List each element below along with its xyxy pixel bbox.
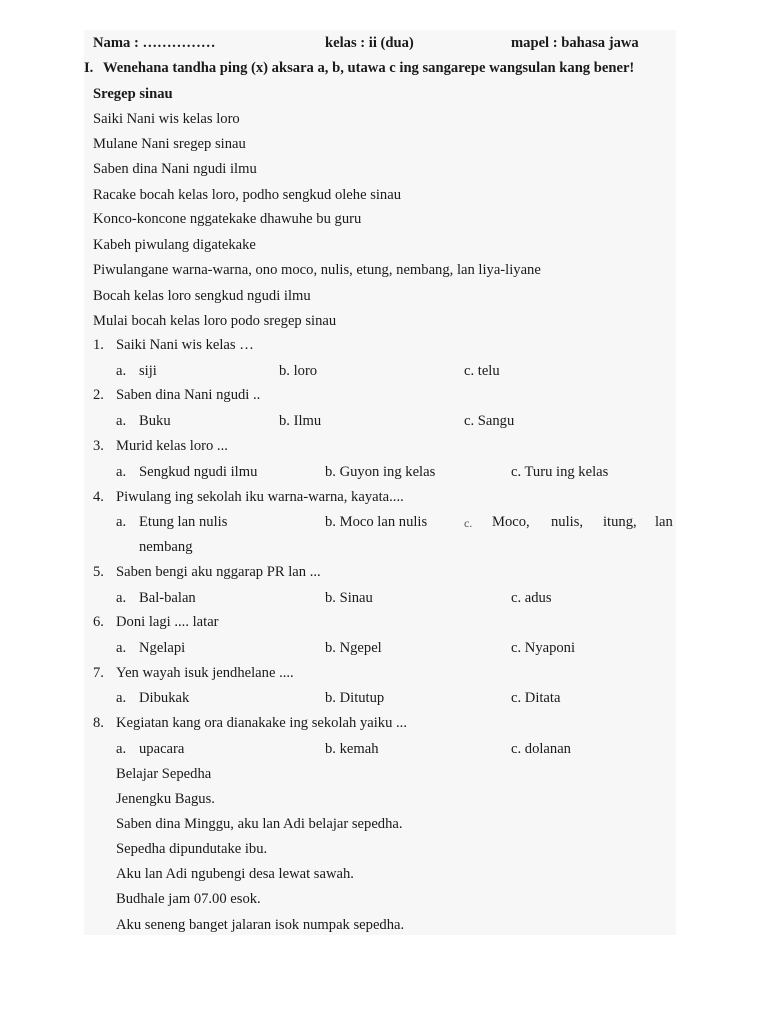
section-instruction: Wenehana tandha ping (x) aksara a, b, utawa c ing sangarepe wangsulan kang bener!: [103, 60, 635, 76]
question-number: 4.: [93, 489, 104, 505]
option-a: upacara: [139, 741, 185, 757]
option-b: b. Sinau: [325, 590, 373, 606]
section-number: I.: [84, 60, 94, 76]
subject-label: mapel : bahasa jawa: [511, 35, 639, 51]
question-text: Saiki Nani wis kelas …: [116, 337, 254, 353]
story-line: Piwulangane warna-warna, ono moco, nulis, etung, nembang, lan liya-liyane: [93, 262, 541, 278]
option-a: Bal-balan: [139, 590, 196, 606]
question-number: 1.: [93, 337, 104, 353]
option-a: Ngelapi: [139, 640, 186, 656]
option-b: b. Ditutup: [325, 690, 385, 706]
option-a: siji: [139, 363, 157, 379]
option-c: c. Nyaponi: [511, 640, 576, 656]
story-title: Sregep sinau: [93, 86, 173, 102]
question-number: 5.: [93, 564, 104, 580]
story-line: Saiki Nani wis kelas loro: [93, 111, 240, 127]
question-number: 8.: [93, 715, 104, 731]
option-c-word: itung,: [603, 514, 637, 530]
option-a-letter: a.: [116, 590, 127, 606]
option-c-letter: c.: [464, 516, 473, 530]
option-a-letter: a.: [116, 640, 127, 656]
option-c-word: nulis,: [551, 514, 584, 530]
option-a: Sengkud ngudi ilmu: [139, 464, 258, 480]
option-b: b. Ngepel: [325, 640, 382, 656]
option-a-letter: a.: [116, 464, 127, 480]
option-a-letter: a.: [116, 514, 127, 530]
option-a: Dibukak: [139, 690, 190, 706]
option-c: c. Sangu: [464, 413, 515, 429]
option-a-letter: a.: [116, 413, 127, 429]
question-number: 7.: [93, 665, 104, 681]
story-line: Racake bocah kelas loro, podho sengkud olehe sinau: [93, 187, 402, 203]
option-a-letter: a.: [116, 741, 127, 757]
story2-line: Saben dina Minggu, aku lan Adi belajar sepedha.: [116, 816, 403, 832]
story2-line: Sepedha dipundutake ibu.: [116, 841, 268, 857]
option-a: Etung lan nulis: [139, 514, 228, 530]
story-line: Konco-koncone nggatekake dhawuhe bu guru: [93, 211, 362, 227]
story-line: Bocah kelas loro sengkud ngudi ilmu: [93, 288, 311, 304]
question-text: Piwulang ing sekolah iku warna-warna, kayata....: [116, 489, 404, 505]
option-c: c. adus: [511, 590, 552, 606]
class-label: kelas : ii (dua): [325, 35, 414, 51]
story-line: Mulai bocah kelas loro podo sregep sinau: [93, 313, 337, 329]
option-c-word: lan: [655, 514, 673, 530]
story2-line: Budhale jam 07.00 esok.: [116, 891, 261, 907]
question-number: 3.: [93, 438, 104, 454]
question-text: Kegiatan kang ora dianakake ing sekolah yaiku ...: [116, 715, 407, 731]
option-c: c. Turu ing kelas: [511, 464, 609, 480]
question-number: 6.: [93, 614, 104, 630]
story-line: Kabeh piwulang digatekake: [93, 237, 256, 253]
question-text: Murid kelas loro ...: [116, 438, 228, 454]
question-text: Yen wayah isuk jendhelane ....: [116, 665, 294, 681]
name-field-label: Nama : ……………: [93, 35, 216, 51]
option-c-continuation: nembang: [139, 539, 193, 555]
option-b: b. loro: [279, 363, 318, 379]
story-line: Mulane Nani sregep sinau: [93, 136, 246, 152]
option-c: c. dolanan: [511, 741, 571, 757]
option-c: c. Ditata: [511, 690, 561, 706]
story2-title: Belajar Sepedha: [116, 766, 212, 782]
option-a: Buku: [139, 413, 171, 429]
question-text: Saben bengi aku nggarap PR lan ...: [116, 564, 321, 580]
option-b: b. kemah: [325, 741, 379, 757]
story2-line: Aku lan Adi ngubengi desa lewat sawah.: [116, 866, 354, 882]
question-number: 2.: [93, 387, 104, 403]
story2-line: Jenengku Bagus.: [116, 791, 215, 807]
option-c-word: Moco,: [492, 514, 530, 530]
option-b: b. Moco lan nulis: [325, 514, 428, 530]
question-text: Doni lagi .... latar: [116, 614, 219, 630]
story-line: Saben dina Nani ngudi ilmu: [93, 161, 257, 177]
option-c: c. telu: [464, 363, 500, 379]
option-b: b. Ilmu: [279, 413, 322, 429]
option-b: b. Guyon ing kelas: [325, 464, 436, 480]
story2-line: Aku seneng banget jalaran isok numpak sepedha.: [116, 917, 405, 933]
question-text: Saben dina Nani ngudi ..: [116, 387, 261, 403]
option-a-letter: a.: [116, 690, 127, 706]
option-a-letter: a.: [116, 363, 127, 379]
